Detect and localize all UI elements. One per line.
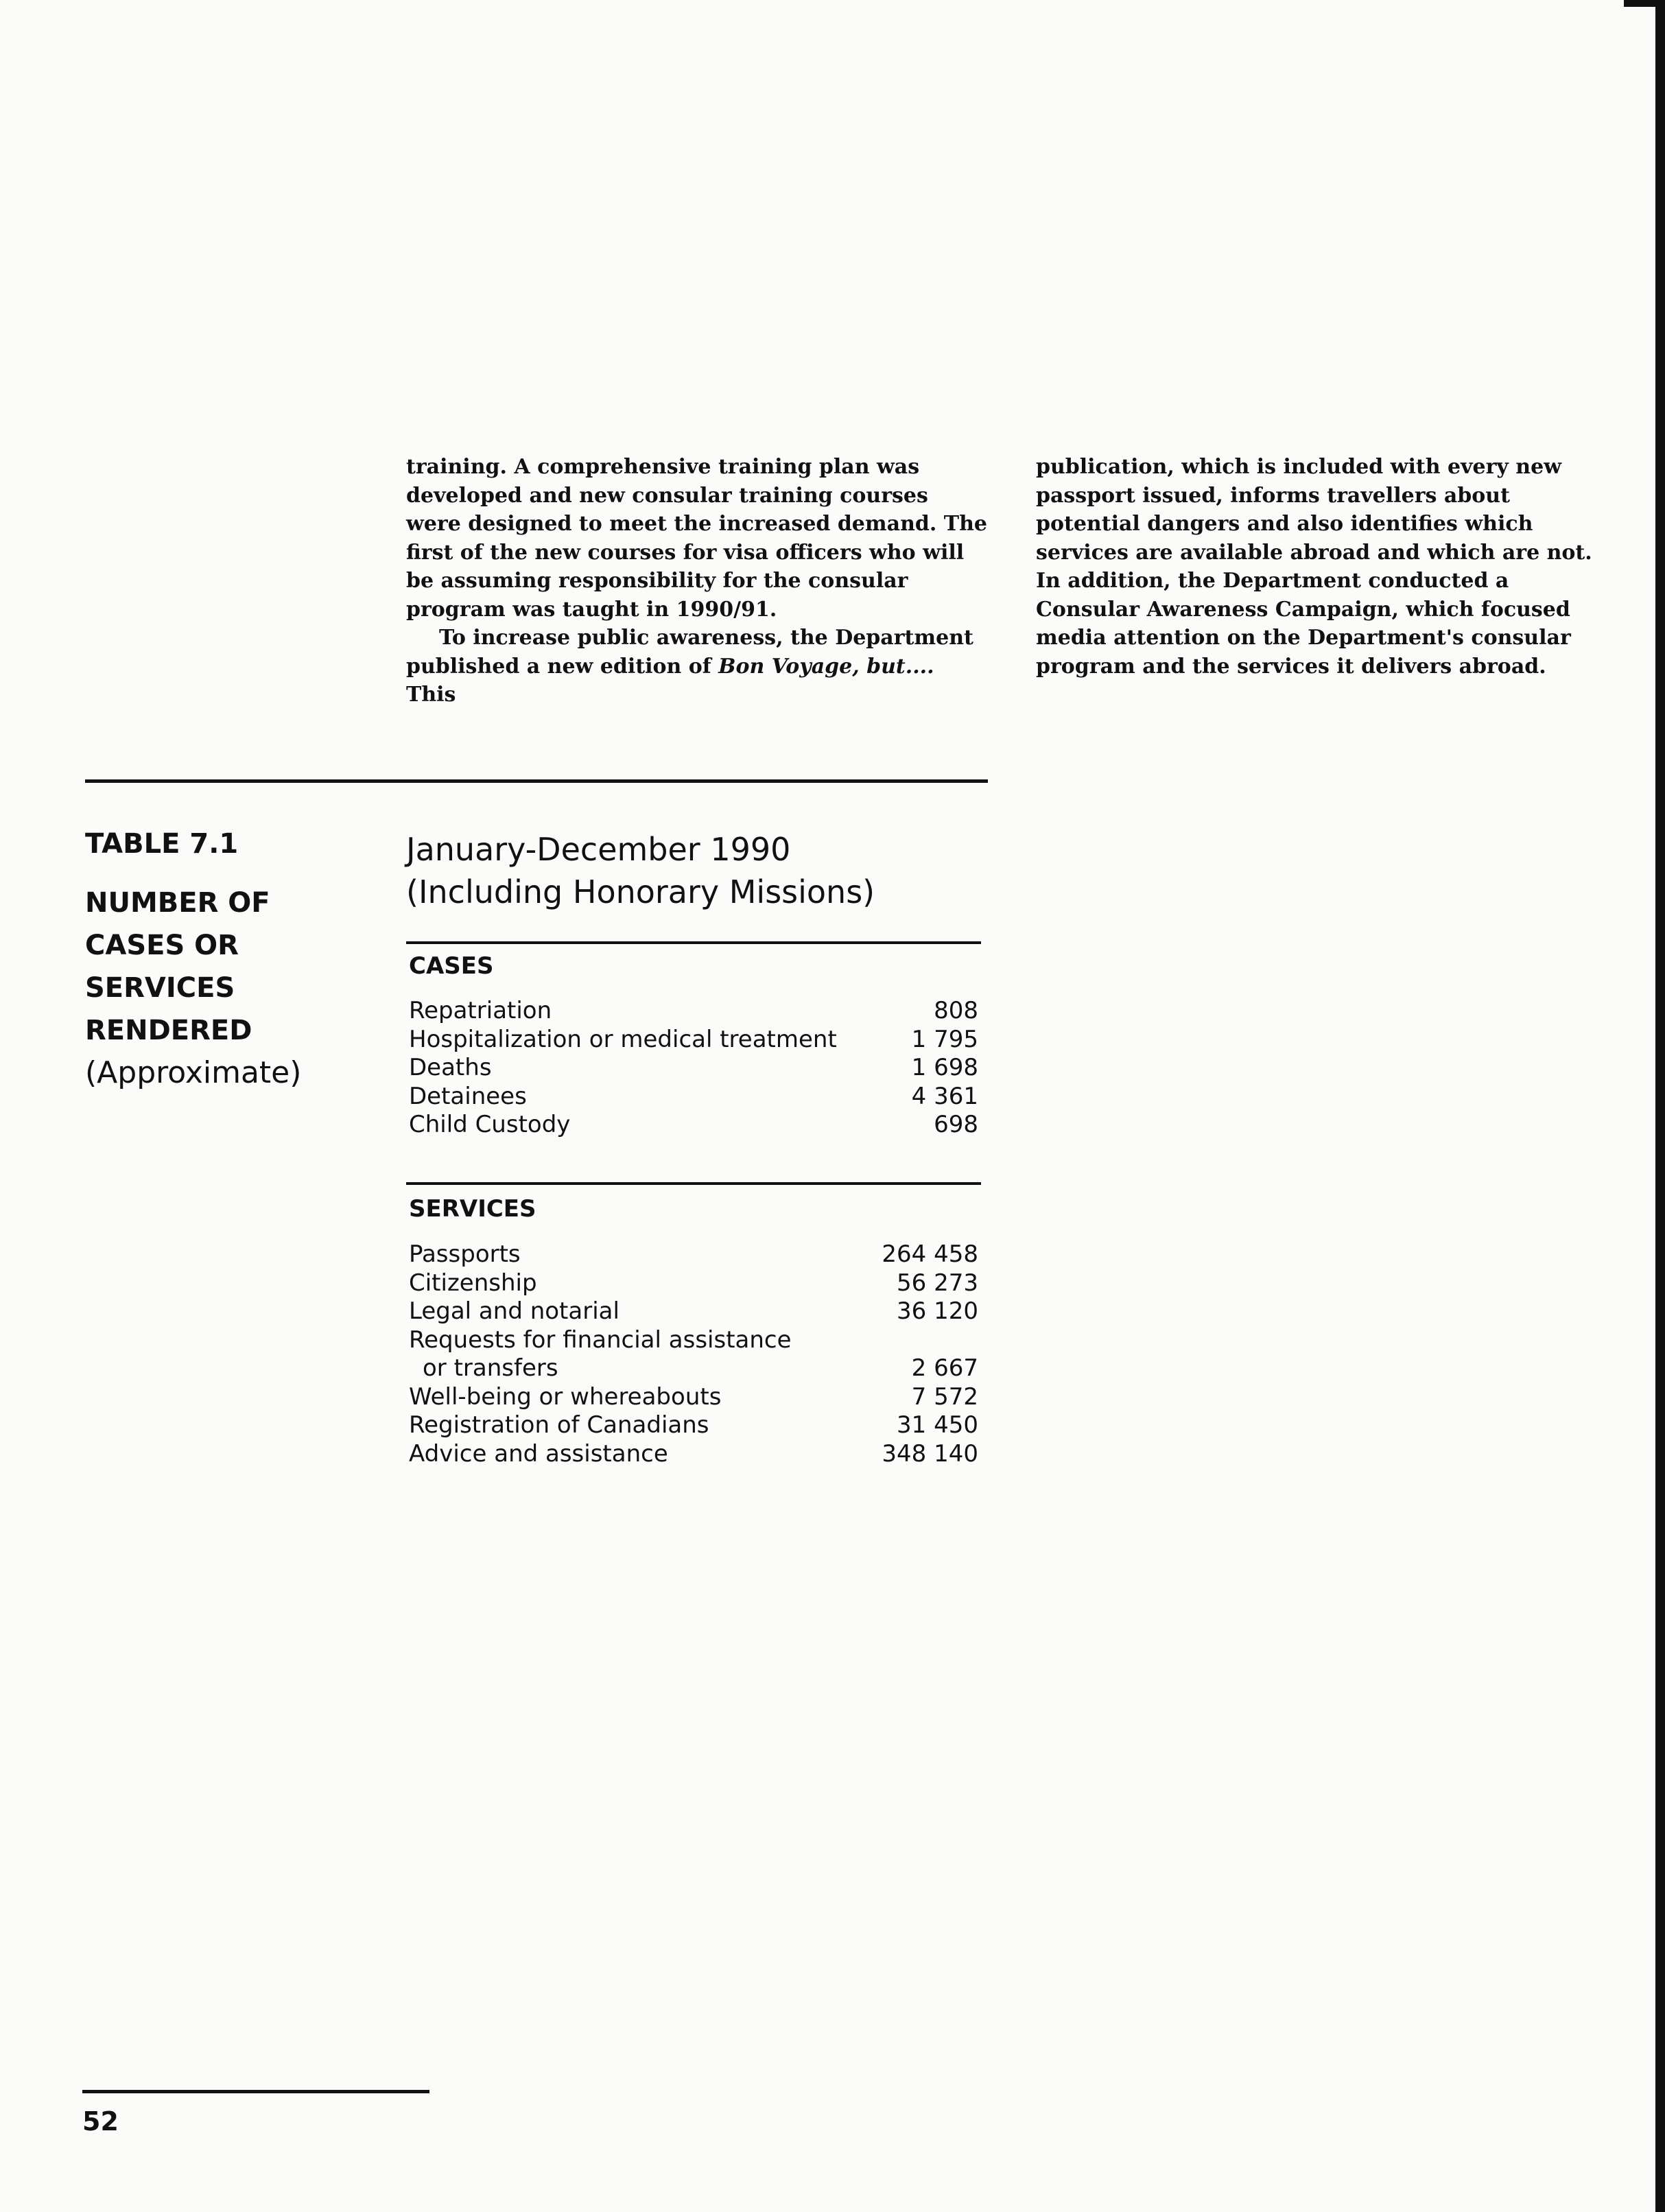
row-value: 36 120 (897, 1297, 978, 1325)
row-label: Deaths (409, 1054, 492, 1081)
table-row (409, 1026, 978, 1055)
table-subtitle: (Approximate) (85, 1055, 302, 1090)
row-value: 31 450 (897, 1411, 978, 1439)
row-label: Registration of Canadians (409, 1411, 709, 1439)
table-heading-line: (Including Honorary Missions) (406, 873, 875, 910)
table-row (409, 1111, 978, 1140)
table-label (85, 827, 332, 1094)
row-label: Passports (409, 1240, 521, 1268)
table-row (409, 1054, 978, 1083)
row-label: Well-being or whereabouts (409, 1382, 722, 1411)
table-row (409, 1383, 978, 1412)
body-column-right (1036, 453, 1618, 681)
row-value: 7 572 (911, 1382, 978, 1411)
publication-title: Bon Voyage, but.... (718, 654, 934, 679)
row-label: Advice and assistance (409, 1439, 668, 1468)
table-row (409, 1083, 978, 1111)
row-label: or transfers (423, 1354, 558, 1382)
cases-rule (406, 941, 981, 944)
page-edge-corner (1624, 0, 1665, 7)
services-rule (406, 1182, 981, 1185)
row-label: Child Custody (409, 1111, 571, 1138)
page-edge-border (1655, 0, 1665, 2212)
body-paragraph: training. A comprehensive training plan was developed and new consular training courses were designed to meet the increased demand. The first of the new courses for visa officers who will be assuming responsibility for the consular program was taught in 1990/91. (406, 455, 987, 622)
row-label: Hospitalization or medical treatment (409, 1025, 837, 1053)
row-value: 1 795 (911, 1025, 978, 1053)
cases-section-title: CASES (409, 952, 494, 980)
table-title-line: NUMBER OF (85, 887, 270, 919)
table-heading (406, 828, 875, 913)
table-row (409, 1269, 978, 1298)
row-label: Legal and notarial (409, 1297, 619, 1325)
row-label: Citizenship (409, 1269, 537, 1297)
table-row (409, 1411, 978, 1440)
body-paragraph-2 (406, 624, 988, 709)
row-value: 808 (934, 997, 978, 1024)
row-value: 4 361 (911, 1082, 978, 1110)
services-section-title: SERVICES (409, 1195, 536, 1223)
page-number: 52 (82, 2106, 119, 2137)
table-title-line: SERVICES (85, 972, 235, 1004)
table-title-line: CASES OR (85, 930, 239, 961)
table-top-rule (85, 779, 988, 783)
body-text-span: This (406, 683, 456, 707)
row-value: 348 140 (882, 1439, 978, 1468)
row-value: 56 273 (897, 1269, 978, 1297)
table-row (409, 1326, 978, 1355)
table-row (409, 1240, 978, 1269)
row-label: Repatriation (409, 997, 552, 1024)
body-paragraph: publication, which is included with every new passport issued, informs travellers about potential dangers and also identifies which services are available abroad and which are not. In addition, the Department conducted a Consular Awareness Campaign, which focused media attention on the Department's consular program and the services it delivers abroad. (1036, 455, 1592, 679)
cases-list (409, 997, 978, 1140)
row-value: 2 667 (911, 1354, 978, 1382)
row-value: 1 698 (911, 1054, 978, 1081)
row-value: 698 (934, 1111, 978, 1138)
services-list (409, 1240, 978, 1468)
table-row (409, 997, 978, 1026)
table-number: TABLE 7.1 (85, 828, 239, 860)
footer-rule (82, 2090, 429, 2093)
table-row (409, 1297, 978, 1326)
row-label: Detainees (409, 1082, 527, 1110)
row-value: 264 458 (882, 1240, 978, 1268)
body-column-left (406, 453, 988, 709)
table-heading-line: January-December 1990 (406, 831, 791, 868)
table-title-line: RENDERED (85, 1015, 252, 1046)
row-label: Requests for financial assistance (409, 1326, 792, 1354)
table-row (409, 1354, 978, 1383)
table-row (409, 1440, 978, 1469)
body-text-span: To increase public awareness, the Department published a new edition of (406, 626, 973, 679)
